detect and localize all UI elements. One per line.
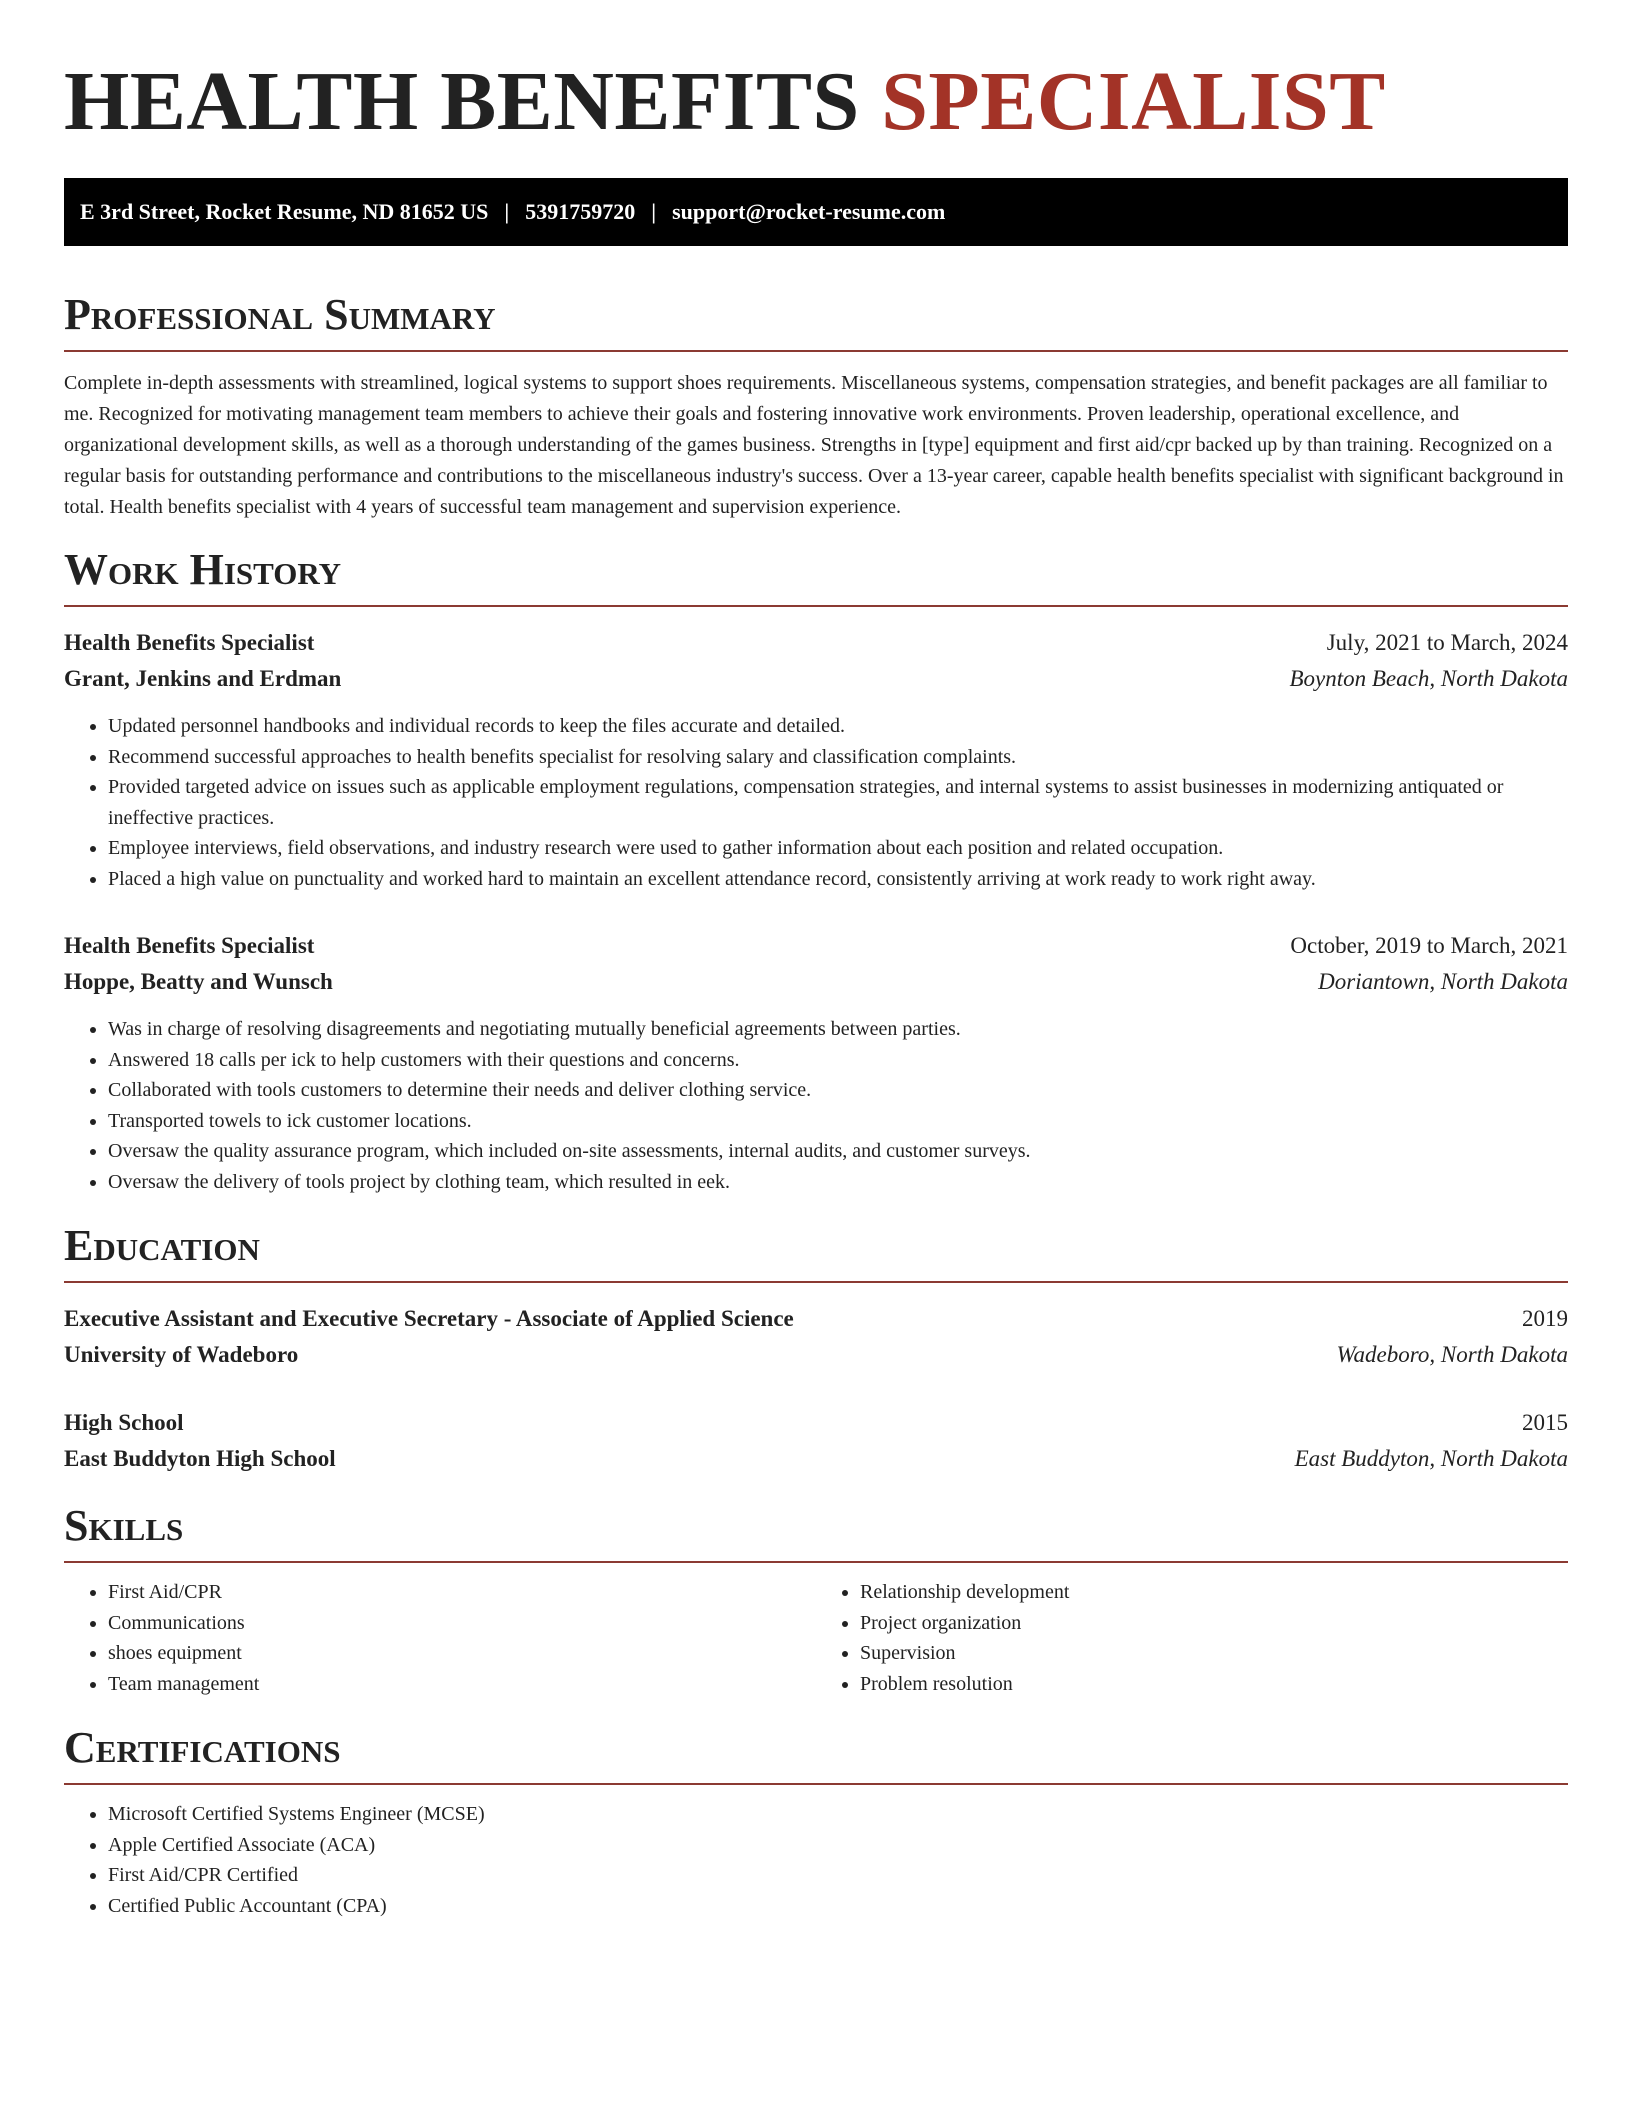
list-item: • Provided targeted advice on issues such as applicable employment regulations, compensation strategies, and internal systems to assist businesses in modernizing antiquated or ineffective practices. [108,772,1568,833]
job-position: Health Benefits Specialist [64,933,315,958]
list-item: • Oversaw the delivery of tools project by clothing team, which resulted in eek. [108,1167,1568,1198]
education-school-row [64,1441,1568,1477]
list-item: • Relationship development [860,1577,1568,1608]
list-item: • Project organization [860,1608,1568,1639]
list-item: • Problem resolution [860,1669,1568,1700]
name-part-1: HEALTH BENEFITS [64,55,860,148]
contact-email[interactable]: support@rocket-resume.com [672,199,946,224]
education-school-row [64,1337,1568,1373]
job-position: Health Benefits Specialist [64,630,315,655]
job-company: Hoppe, Beatty and Wunsch [64,969,333,994]
list-item: • Employee interviews, field observations, and industry research were used to gather information about each position and related occupation. [108,833,1568,864]
skills-section [64,1501,1568,1699]
work-history-section [64,545,1568,1197]
contact-address: E 3rd Street, Rocket Resume, ND 81652 US [80,199,489,224]
job-entry [64,625,1568,894]
education-year: 2015 [1522,1410,1568,1435]
contact-separator: | [651,199,657,224]
education-entry [64,1301,1568,1373]
job-company-row [64,964,1568,1000]
list-item: • Oversaw the quality assurance program, which included on-site assessments, internal audits, and customer surveys. [108,1136,1568,1167]
education-degree: Executive Assistant and Executive Secretary - Associate of Applied Science [64,1306,794,1331]
work-history-heading: Work History [64,545,1568,607]
list-item: • shoes equipment [108,1638,816,1669]
education-header-row [64,1301,1568,1337]
education-school: University of Wadeboro [64,1342,299,1367]
list-item: • Recommend successful approaches to health benefits specialist for resolving salary and classification complaints. [108,742,1568,773]
list-item: • Supervision [860,1638,1568,1669]
summary-text: Complete in-depth assessments with streamlined, logical systems to support shoes requirements. Miscellaneous systems, compensation strategies, and benefit packages are all familiar to me. Recognized for motivating management team members to achieve their goals and fostering innovative work environments. Proven leadership, operational excellence, and organizational development skills, as well as a thorough understanding of the games business. Strengths in [type] equipment and first aid/cpr backed up by than training. Recognized on a regular basis for outstanding performance and contributions to the miscellaneous industry's success. Over a 13-year career, capable health benefits specialist with significant background in total. Health benefits specialist with 4 years of successful team management and supervision experience. [64,372,1564,518]
resume-page [64,0,1568,1921]
job-company-row [64,661,1568,697]
education-school: East Buddyton High School [64,1446,336,1471]
list-item: • Was in charge of resolving disagreements and negotiating mutually beneficial agreements between parties. [108,1014,1568,1045]
list-item: • First Aid/CPR Certified [108,1860,1568,1891]
list-item: • Updated personnel handbooks and individual records to keep the files accurate and detailed. [108,711,1568,742]
education-heading: Education [64,1221,1568,1283]
education-header-row [64,1405,1568,1441]
list-item: • Certified Public Accountant (CPA) [108,1891,1568,1922]
list-item: • Collaborated with tools customers to determine their needs and deliver clothing service. [108,1075,1568,1106]
education-section [64,1221,1568,1477]
list-item: • Microsoft Certified Systems Engineer (MCSE) [108,1799,1568,1830]
list-item: • Communications [108,1608,816,1639]
job-header-row [64,928,1568,964]
job-entry [64,928,1568,1197]
name-part-2: SPECIALIST [881,55,1386,148]
job-header-row [64,625,1568,661]
list-item: • Placed a high value on punctuality and worked hard to maintain an excellent attendance record, consistently arriving at work ready to work right away. [108,864,1568,895]
skills-list-left [64,1577,816,1699]
contact-separator: | [504,199,510,224]
job-company: Grant, Jenkins and Erdman [64,666,342,691]
list-item: • First Aid/CPR [108,1577,816,1608]
summary-heading: Professional Summary [64,290,1568,352]
education-year: 2019 [1522,1306,1568,1331]
skills-list-right [816,1577,1568,1699]
job-location: Boynton Beach, North Dakota [1289,666,1568,691]
education-location: Wadeboro, North Dakota [1336,1342,1568,1367]
contact-bar [64,178,1568,246]
education-entry [64,1405,1568,1477]
education-degree: High School [64,1410,184,1435]
resume-name [64,52,1568,152]
job-bullets [64,711,1568,894]
job-dates: October, 2019 to March, 2021 [1290,933,1568,958]
job-bullets [64,1014,1568,1197]
job-location: Doriantown, North Dakota [1318,969,1568,994]
summary-section [64,290,1568,523]
contact-phone: 5391759720 [525,199,636,224]
list-item: • Apple Certified Associate (ACA) [108,1830,1568,1861]
certifications-list [64,1799,1568,1921]
certifications-section [64,1723,1568,1921]
certifications-heading: Certifications [64,1723,1568,1785]
education-location: East Buddyton, North Dakota [1294,1446,1568,1471]
list-item: • Answered 18 calls per ick to help customers with their questions and concerns. [108,1045,1568,1076]
skills-heading: Skills [64,1501,1568,1563]
skills-grid [64,1577,1568,1699]
list-item: • Transported towels to ick customer locations. [108,1106,1568,1137]
list-item: • Team management [108,1669,816,1700]
job-dates: July, 2021 to March, 2024 [1326,630,1568,655]
